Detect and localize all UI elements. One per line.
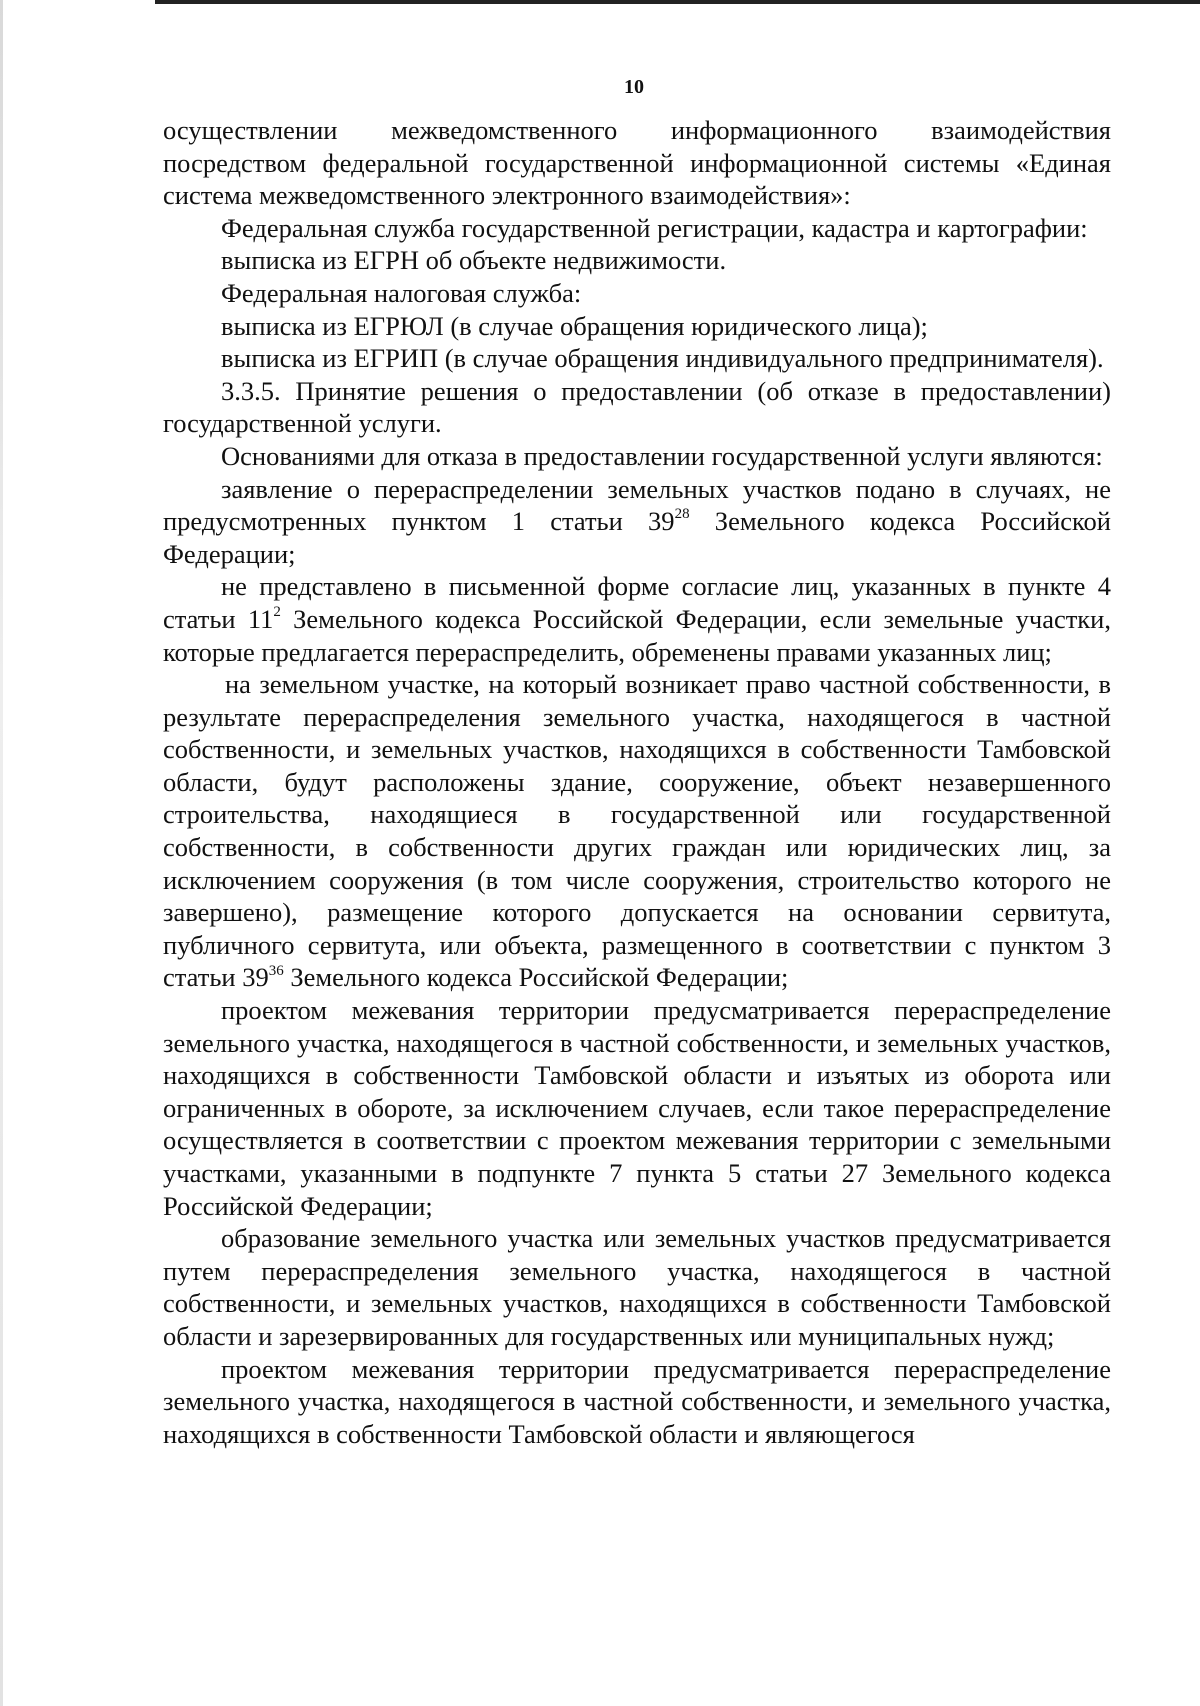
paragraph: образование земельного участка или земельных участков предусматривается путем перераспределения земельного участка, находящегося в частной собственности, и земельных участков, находящихся в собственности Тамбовской области и зарезервированных для государственных или муниципальных нужд; <box>163 1223 1111 1351</box>
top-border-line <box>155 0 1200 4</box>
superscript: 28 <box>674 506 690 523</box>
paragraph <box>163 668 1111 994</box>
paragraph: Федеральная налоговая служба: <box>221 277 582 308</box>
paragraph: Федеральная служба государственной регистрации, кадастра и картографии: <box>221 212 1088 243</box>
paragraph-text: заявление о перераспределении земельных участков подано в случаях, не предусмотренных пунктом 1 статьи 39 <box>163 473 1111 537</box>
paragraph: Основаниями для отказа в предоставлении государственной услуги являются: <box>221 440 1103 471</box>
paragraph: выписка из ЕГРИП (в случае обращения индивидуального предпринимателя). <box>221 343 1104 374</box>
paragraph: проектом межевания территории предусматривается перераспределение земельного участка, находящегося в частной собственности, и земельных участков, находящихся в собственности Тамбовской области и изъятых из оборота или ограниченных в обороте, за исключением случаев, если такое перераспределение осуществляется в соответствии с проектом межевания территории с земельными участками, указанными в подпункте 7 пункта 5 статьи 27 Земельного кодекса Российской Федерации; <box>163 995 1111 1221</box>
paragraph: выписка из ЕГРН об объекте недвижимости. <box>221 245 727 276</box>
page-left-edge <box>0 0 3 1706</box>
paragraph <box>163 570 1111 668</box>
document-body <box>163 114 1111 1450</box>
paragraph: выписка из ЕГРЮЛ (в случае обращения юридического лица); <box>221 310 928 341</box>
paragraph: проектом межевания территории предусматривается перераспределение земельного участка, находящегося в частной собственности, и земельного участка, находящихся в собственности Тамбовской области и являющегося <box>163 1353 1111 1449</box>
paragraph-text: Земельного кодекса Российской Федерации, если земельные участки, которые предлагается перераспределить, обременены правами указанных лиц; <box>163 603 1111 667</box>
superscript: 36 <box>268 962 284 979</box>
paragraph <box>163 473 1111 571</box>
paragraph-text: Земельного кодекса Российской Федерации; <box>283 962 789 993</box>
paragraph: осуществлении межведомственного информационного взаимодействия посредством федеральной государственной информационной системы «Единая система межведомственного электронного взаимодействия»: <box>163 115 1111 211</box>
paragraph-text: на земельном участке, на который возникает право частной собственности, в результате перераспределения земельного участка, находящегося в частной собственности, и земельных участков, находящихся в собственности Тамбовской области, будут расположены здание, сооружение, объект незавершенного строительства, находящиеся в государственной или государственной собственности, в собственности других граждан или юридических лиц, за исключением сооружения (в том числе сооружения, строительство которого не завершено), размещение которого допускается на основании сервитута, публичного сервитута, или объекта, размещенного в соответствии с пунктом 3 статьи 39 <box>163 669 1111 993</box>
superscript: 2 <box>273 604 281 621</box>
paragraph-text: не представлено в письменной форме согласие лиц, указанных в пункте 4 статьи 11 <box>163 571 1111 634</box>
paragraph: 3.3.5. Принятие решения о предоставлении (об отказе в предоставлении) государственной услуги. <box>163 375 1111 439</box>
page-number: 10 <box>624 76 644 98</box>
paragraph-text: Земельного кодекса Российской Федерации; <box>163 506 1111 569</box>
